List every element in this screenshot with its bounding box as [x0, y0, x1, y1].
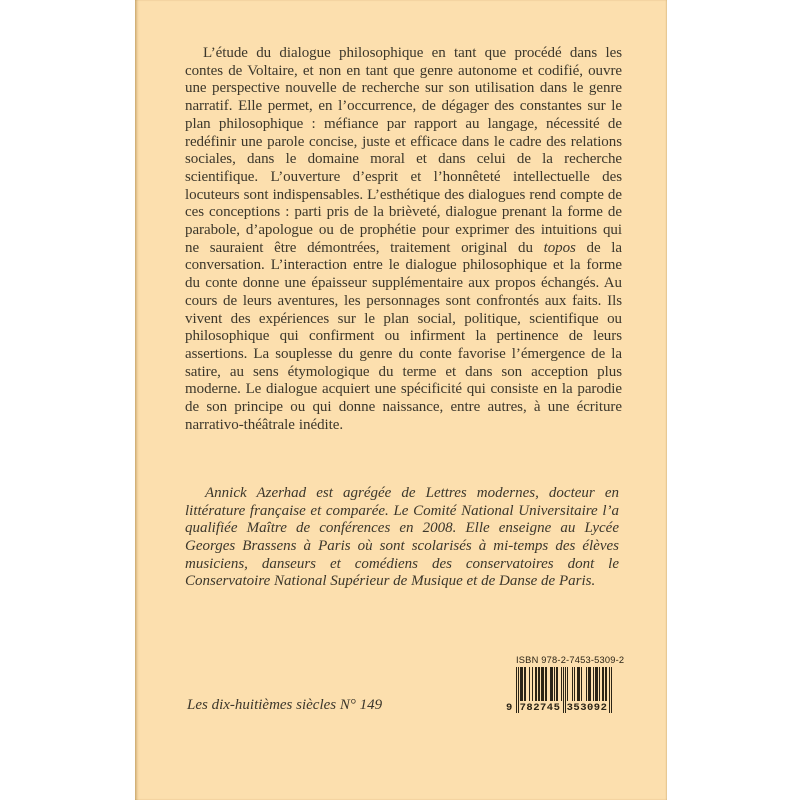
barcode-digit-lead: 9: [506, 702, 513, 714]
series-title: Les dix-huitièmes siècles N° 149: [187, 697, 383, 713]
barcode-digits-right: 353092: [566, 702, 608, 714]
synopsis-text-start: L’étude du dialogue philosophique en tant que procédé dans les contes de Voltaire, et non en tant que genre autonome et codifié, ouvre une perspective nouvelle de recherche sur son utilisation dans le genre narratif. Elle permet, en l’occurrence, de dégager des constantes sur le plan philosophique : méfiance par rapport au langage, nécessité de redéfinir une parole concise, juste et efficace dans le cadre des relations sociales, dans le domaine moral et dans celui de la recherche scientifique. L’ouverture d’esprit et l’honnêteté intellectuelle des locuteurs sont indispensables. L’esthétique des dialogues rend compte de ces conceptions : parti pris de la brièveté, dialogue prenant la forme de parabole, d’apologue ou de prophétie pour exprimer des intuitions qui ne sauraient être démontrées, traitement original du: [185, 45, 622, 256]
isbn-label: ISBN 978-2-7453-5309-2: [516, 655, 625, 665]
isbn-barcode: [506, 655, 625, 714]
barcode-digits: [506, 702, 612, 714]
synopsis-topos-italic: topos: [543, 239, 576, 256]
synopsis-paragraph: [185, 45, 622, 434]
book-back-cover: [135, 0, 667, 800]
author-bio: Annick Azerhad est agrégée de Lettres modernes, docteur en littérature française et comparée. Le Comité National Universitaire l’a qualifiée Maître de conférences en 2008. Elle enseigne au Lycée Georges Brassens à Paris où sont scolarisés à mi-temps des élèves musiciens, danseurs et comédiens des conservatoires dont le Conservatoire National Supérieur de Musique et de Danse de Paris.: [185, 485, 619, 590]
barcode-digits-left: 782745: [519, 702, 561, 714]
synopsis-text-end: de la conversation. L’interaction entre le dialogue philosophique et la forme du conte donne une épaisseur supplémentaire aux propos échangés. Au cours de leurs aventures, les personnages sont confrontés aux faits. Ils vivent des expériences sur le plan social, politique, scientifique ou philosophique qui confirment ou infirment la pertinence de leurs assertions. La souplesse du genre du conte favorise l’émergence de la satire, au sens étymologique du terme et dans son acception plus moderne. Le dialogue acquiert une spécificité qui consiste en la parodie de son principe ou qui donne naissance, entre autres, à une écriture narrativo-théâtrale inédite.: [185, 239, 623, 433]
